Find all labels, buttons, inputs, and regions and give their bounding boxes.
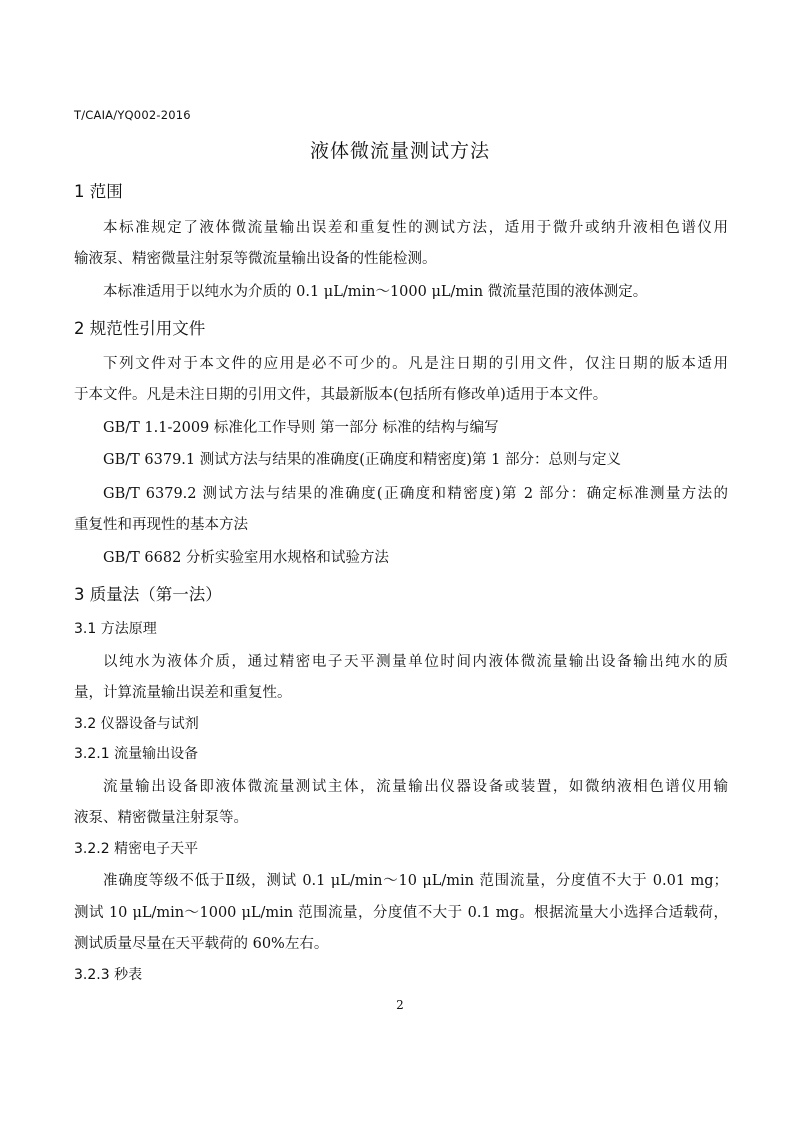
- s1-paragraph-1-line-2: 输液泵、精密微量注射泵等微流量输出设备的性能检测。: [74, 251, 437, 267]
- s2-paragraph-1-line-2: 于本文件。凡是未注日期的引用文件，其最新版本(包括所有修改单)适用于本文件。: [74, 387, 608, 403]
- section-3-1-heading: 3.1 方法原理: [74, 621, 157, 637]
- reference-3-line-1: GB/T 6379.2 测试方法与结果的准确度(正确度和精密度)第 2 部分：确定标准测量方法的: [103, 486, 728, 502]
- section-2-heading: 2 规范性引用文件: [74, 319, 206, 338]
- s31-line-1: 以纯水为液体介质，通过精密电子天平测量单位时间内液体微流量输出设备输出纯水的质: [103, 654, 728, 670]
- page-number: 2: [396, 998, 404, 1012]
- s31-line-2: 量，计算流量输出误差和重复性。: [74, 685, 292, 701]
- section-3-2-2-heading: 3.2.2 精密电子天平: [74, 841, 199, 857]
- reference-1: GB/T 1.1-2009 标准化工作导则 第一部分 标准的结构与编写: [103, 420, 499, 436]
- section-1-heading: 1 范围: [74, 182, 123, 201]
- s322-line-3: 测试质量尽量在天平载荷的 60%左右。: [74, 936, 329, 952]
- s1-paragraph-1-line-1: 本标准规定了液体微流量输出误差和重复性的测试方法，适用于微升或纳升液相色谱仪用: [103, 220, 728, 236]
- s322-line-1: 准确度等级不低于Ⅱ级，测试 0.1 μL/min～10 μL/min 范围流量，分度值不大于 0.01 mg；: [103, 873, 728, 889]
- s2-paragraph-1-line-1: 下列文件对于本文件的应用是必不可少的。凡是注日期的引用文件，仅注日期的版本适用: [103, 356, 728, 372]
- section-3-2-1-heading: 3.2.1 流量输出设备: [74, 746, 199, 762]
- standard-code: T/CAIA/YQ002-2016: [74, 108, 191, 122]
- s322-line-2: 测试 10 μL/min～1000 μL/min 范围流量，分度值不大于 0.1 mg。根据流量大小选择合适载荷，: [74, 905, 728, 921]
- document-title: 液体微流量测试方法: [309, 140, 490, 162]
- reference-3-line-2: 重复性和再现性的基本方法: [74, 517, 248, 533]
- s321-line-1: 流量输出设备即液体微流量测试主体，流量输出仪器设备或装置，如微纳液相色谱仪用输: [103, 779, 728, 795]
- section-3-2-3-heading: 3.2.3 秒表: [74, 967, 143, 983]
- section-3-2-heading: 3.2 仪器设备与试剂: [74, 716, 199, 732]
- s1-paragraph-2: 本标准适用于以纯水为介质的 0.1 μL/min～1000 μL/min 微流量范围的液体测定。: [103, 284, 648, 300]
- reference-4: GB/T 6682 分析实验室用水规格和试验方法: [103, 550, 389, 566]
- s321-line-2: 液泵、精密微量注射泵等。: [74, 810, 248, 826]
- reference-2: GB/T 6379.1 测试方法与结果的准确度(正确度和精密度)第 1 部分：总则与定义: [103, 452, 622, 468]
- section-3-heading: 3 质量法（第一法）: [74, 585, 222, 604]
